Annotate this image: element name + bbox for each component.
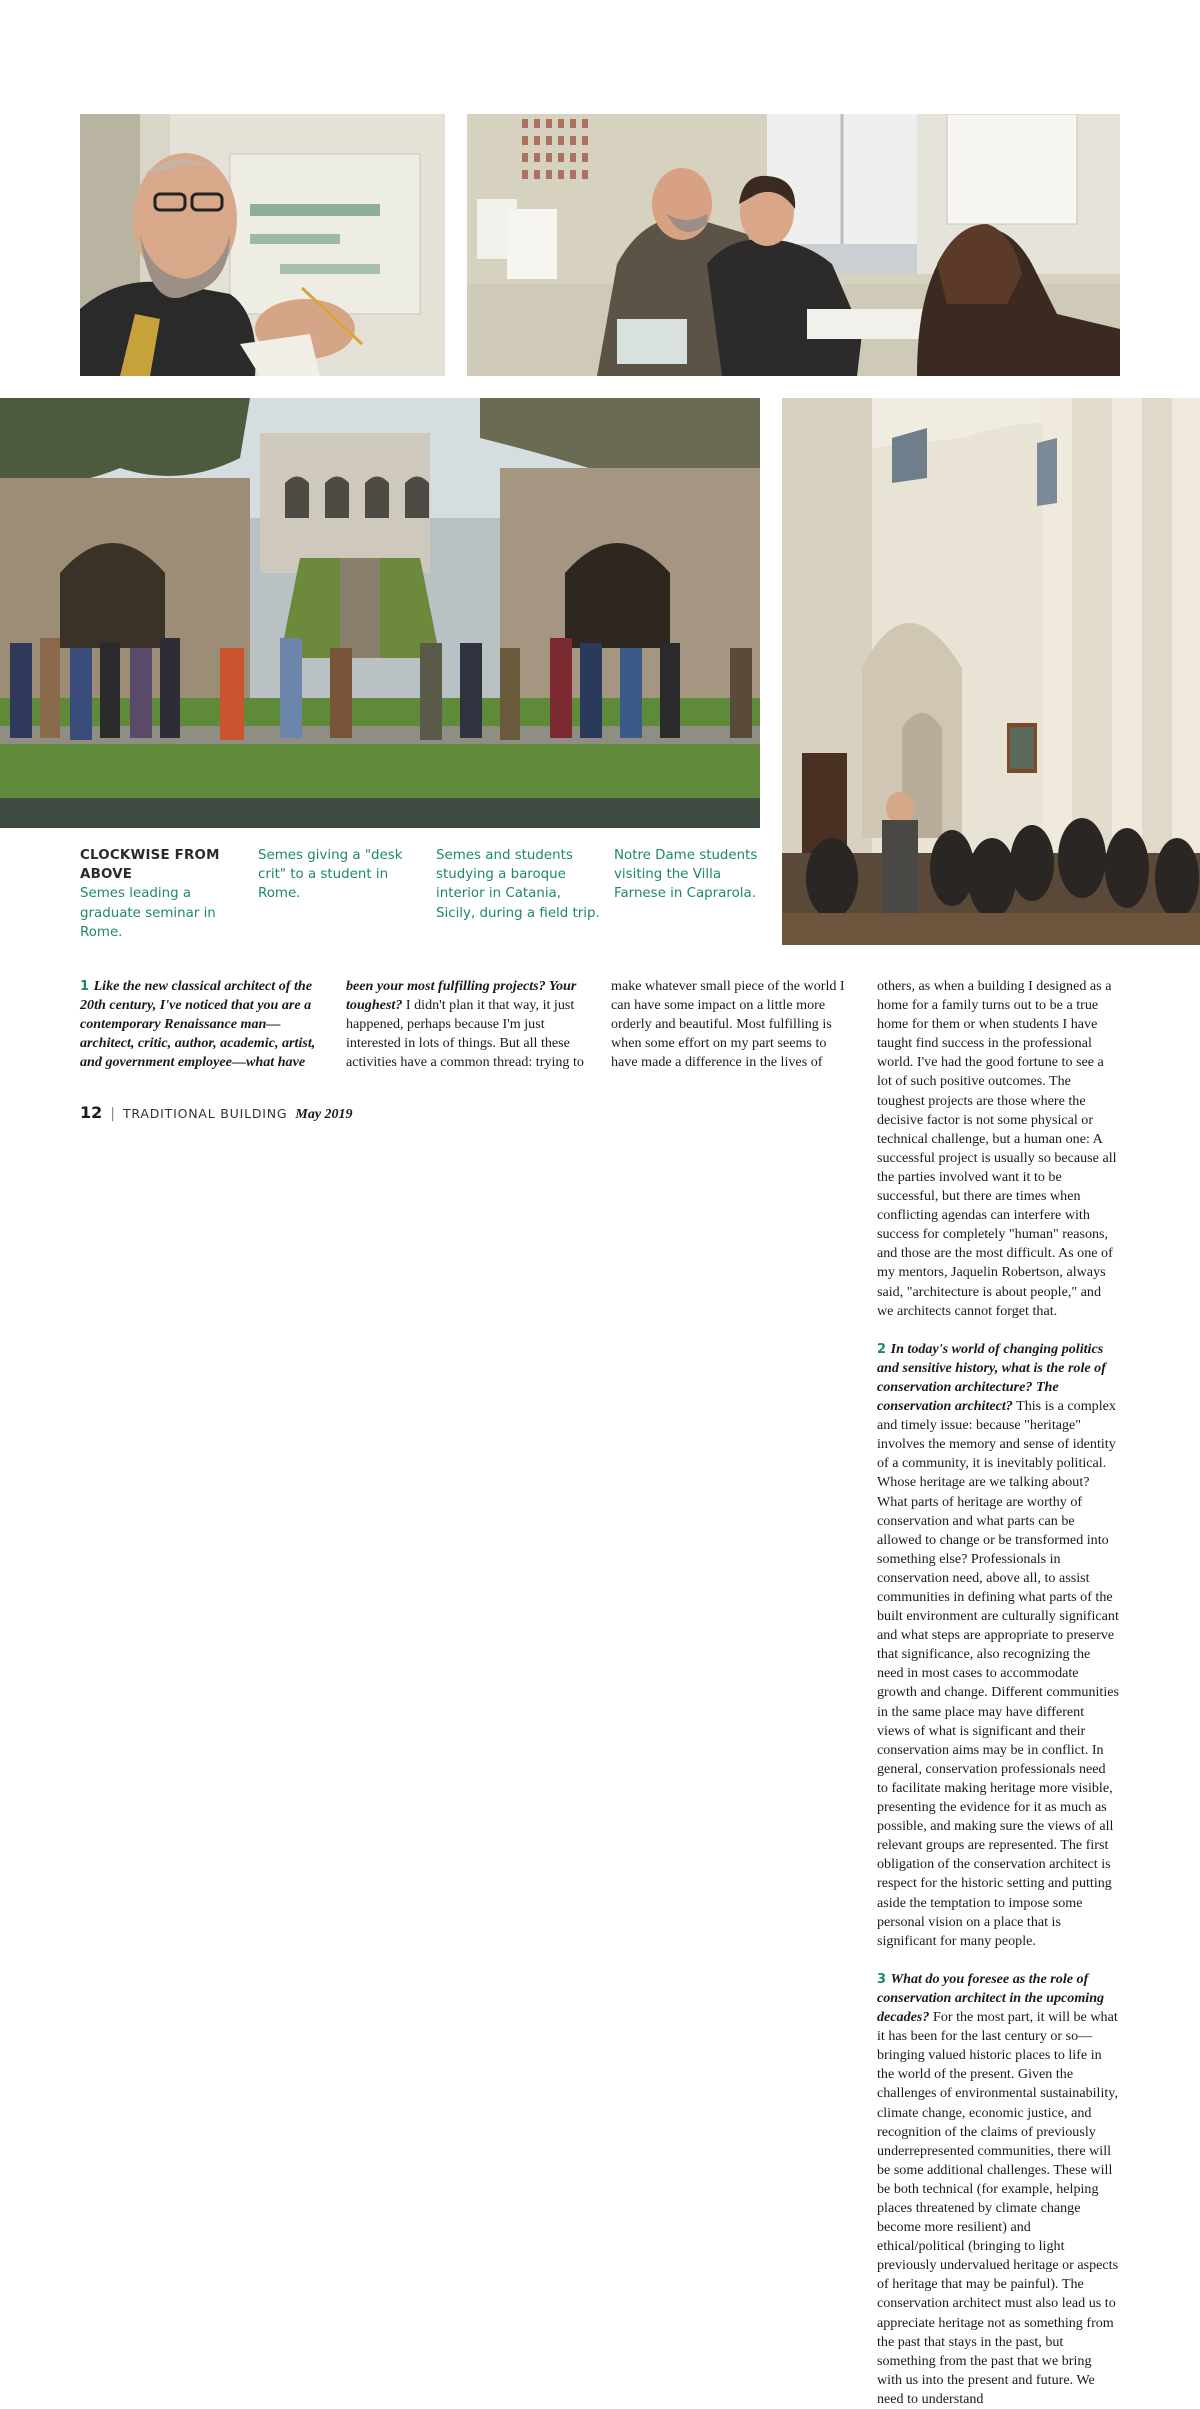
- question-text: been your most fulfilling projects? Your toughest?: [346, 978, 577, 1014]
- answer-text: make whatever small piece of the world I can have some impact on a little more orderly and beautiful. Most fulfilling is when some effort on my part seems to have made a difference in the lives of: [611, 978, 845, 1071]
- question-text: Like the new classical architect of the 20th century, I've noticed that you are a contemporary Renaissance man—architect, critic, author, academic, artist, and government employee—what have: [80, 978, 316, 1071]
- question-text: In today's world of changing politics and sensitive history, what is the role of conservation architecture? The conservation architect?: [877, 1340, 1106, 1415]
- caption-seminar: [80, 846, 250, 942]
- answer-text: others, as when a building I designed as a home for a family turns out to be a true home for them or when students I have taught find success in the professional world. I've had the good fortune to see a lot of such positive outcomes. The toughest projects are those where the decisive factor is not some physical or technical challenge, but a human one: A successful project is usually so because all the parties involved want it to be successful, but there are times when conflicting agendas can interfere with success for completely "human" reasons, and those are the most difficult. As one of my mentors, Jaquelin Robertson, always said, "architecture is about people," and we architects cannot forget that.: [877, 978, 1117, 1319]
- magazine-name: TRADITIONAL BUILDING: [122, 1106, 288, 1121]
- text-column-4: [877, 977, 1119, 2409]
- question-3: [877, 1970, 1119, 2409]
- question-1: [346, 977, 588, 1072]
- page-footer: [80, 1103, 353, 1123]
- caption-baroque: [436, 846, 601, 923]
- photo-semes-seminar: [80, 114, 445, 376]
- photo-desk-crit: [467, 114, 1120, 376]
- question-number: 3: [877, 1971, 891, 1987]
- footer-separator: |: [110, 1106, 115, 1122]
- question-number: 2: [877, 1341, 891, 1357]
- text-column-3: [611, 977, 853, 1072]
- caption-text: Semes leading a graduate seminar in Rome.: [80, 886, 216, 940]
- caption-text: Notre Dame students visiting the Villa Farnese in Caprarola.: [614, 848, 758, 902]
- photo-baroque-interior: [782, 398, 1200, 945]
- question-2: [877, 1340, 1119, 1951]
- text-column-2: [346, 977, 588, 1072]
- issue-date: May 2019: [295, 1107, 353, 1122]
- page-number: 12: [80, 1103, 103, 1122]
- text-column-1: [80, 977, 322, 1072]
- photo-villa-farnese: [0, 398, 760, 828]
- answer-text: This is a complex and timely issue: because "heritage" involves the memory and sense of identity of a community, it is inevitably political. Whose heritage are we talking about? What parts of heritage are worthy of conservation and what parts can be allowed to change or be transformed into something else? Professionals in conservation need, above all, to assist communities in defining what parts of the built environment are culturally significant and what steps are appropriate to preserve that significance, also recognizing the need in most cases to accommodate growth and change. Different communities in the same place may have different views of what is significant and their conservation aims may be in conflict. In general, conservation professionals need to facilitate making heritage more visible, presenting the evidence for it as much as possible, and making sure the views of all relevant groups are represented. The first obligation of the conservation architect is respect for the historic setting and putting aside the temptation to impose some personal vision on a place that is significant for many people.: [877, 1398, 1120, 1949]
- answer-text: I didn't plan it that way, it just happened, perhaps because I'm just interested in lots of things. But all these activities have a common thread: trying to: [346, 997, 584, 1071]
- caption-desk-crit: [258, 846, 423, 904]
- caption-villa: [614, 846, 769, 904]
- question-1: [80, 977, 322, 1072]
- question-1: [611, 977, 853, 1072]
- question-1: [877, 977, 1119, 1321]
- caption-text: Semes giving a "desk crit" to a student in Rome.: [258, 848, 403, 902]
- caption-text: Semes and students studying a baroque interior in Catania, Sicily, during a field trip.: [436, 848, 600, 921]
- answer-text: For the most part, it will be what it has been for the last century or so—bringing valued historic places to life in the world of the present. Given the challenges of environmental sustainability, climate change, economic justice, and recognition of the claims of previously underrepresented communities, there will be some additional challenges. These will be both technical (for example, helping places threatened by climate change become more resilient) and ethical/political (bringing to light previously undervalued heritage or aspects of heritage that may be painful). The conservation architect must also lead us to appreciate heritage not as something from the past that stays in the past, but something from the past that we bring with us into the present and future. We need to understand: [877, 2009, 1119, 2407]
- question-number: 1: [80, 979, 94, 994]
- question-text: What do you foresee as the role of conservation architect in the upcoming decades?: [877, 1970, 1105, 2026]
- caption-lead: CLOCKWISE FROM ABOVE: [80, 848, 220, 883]
